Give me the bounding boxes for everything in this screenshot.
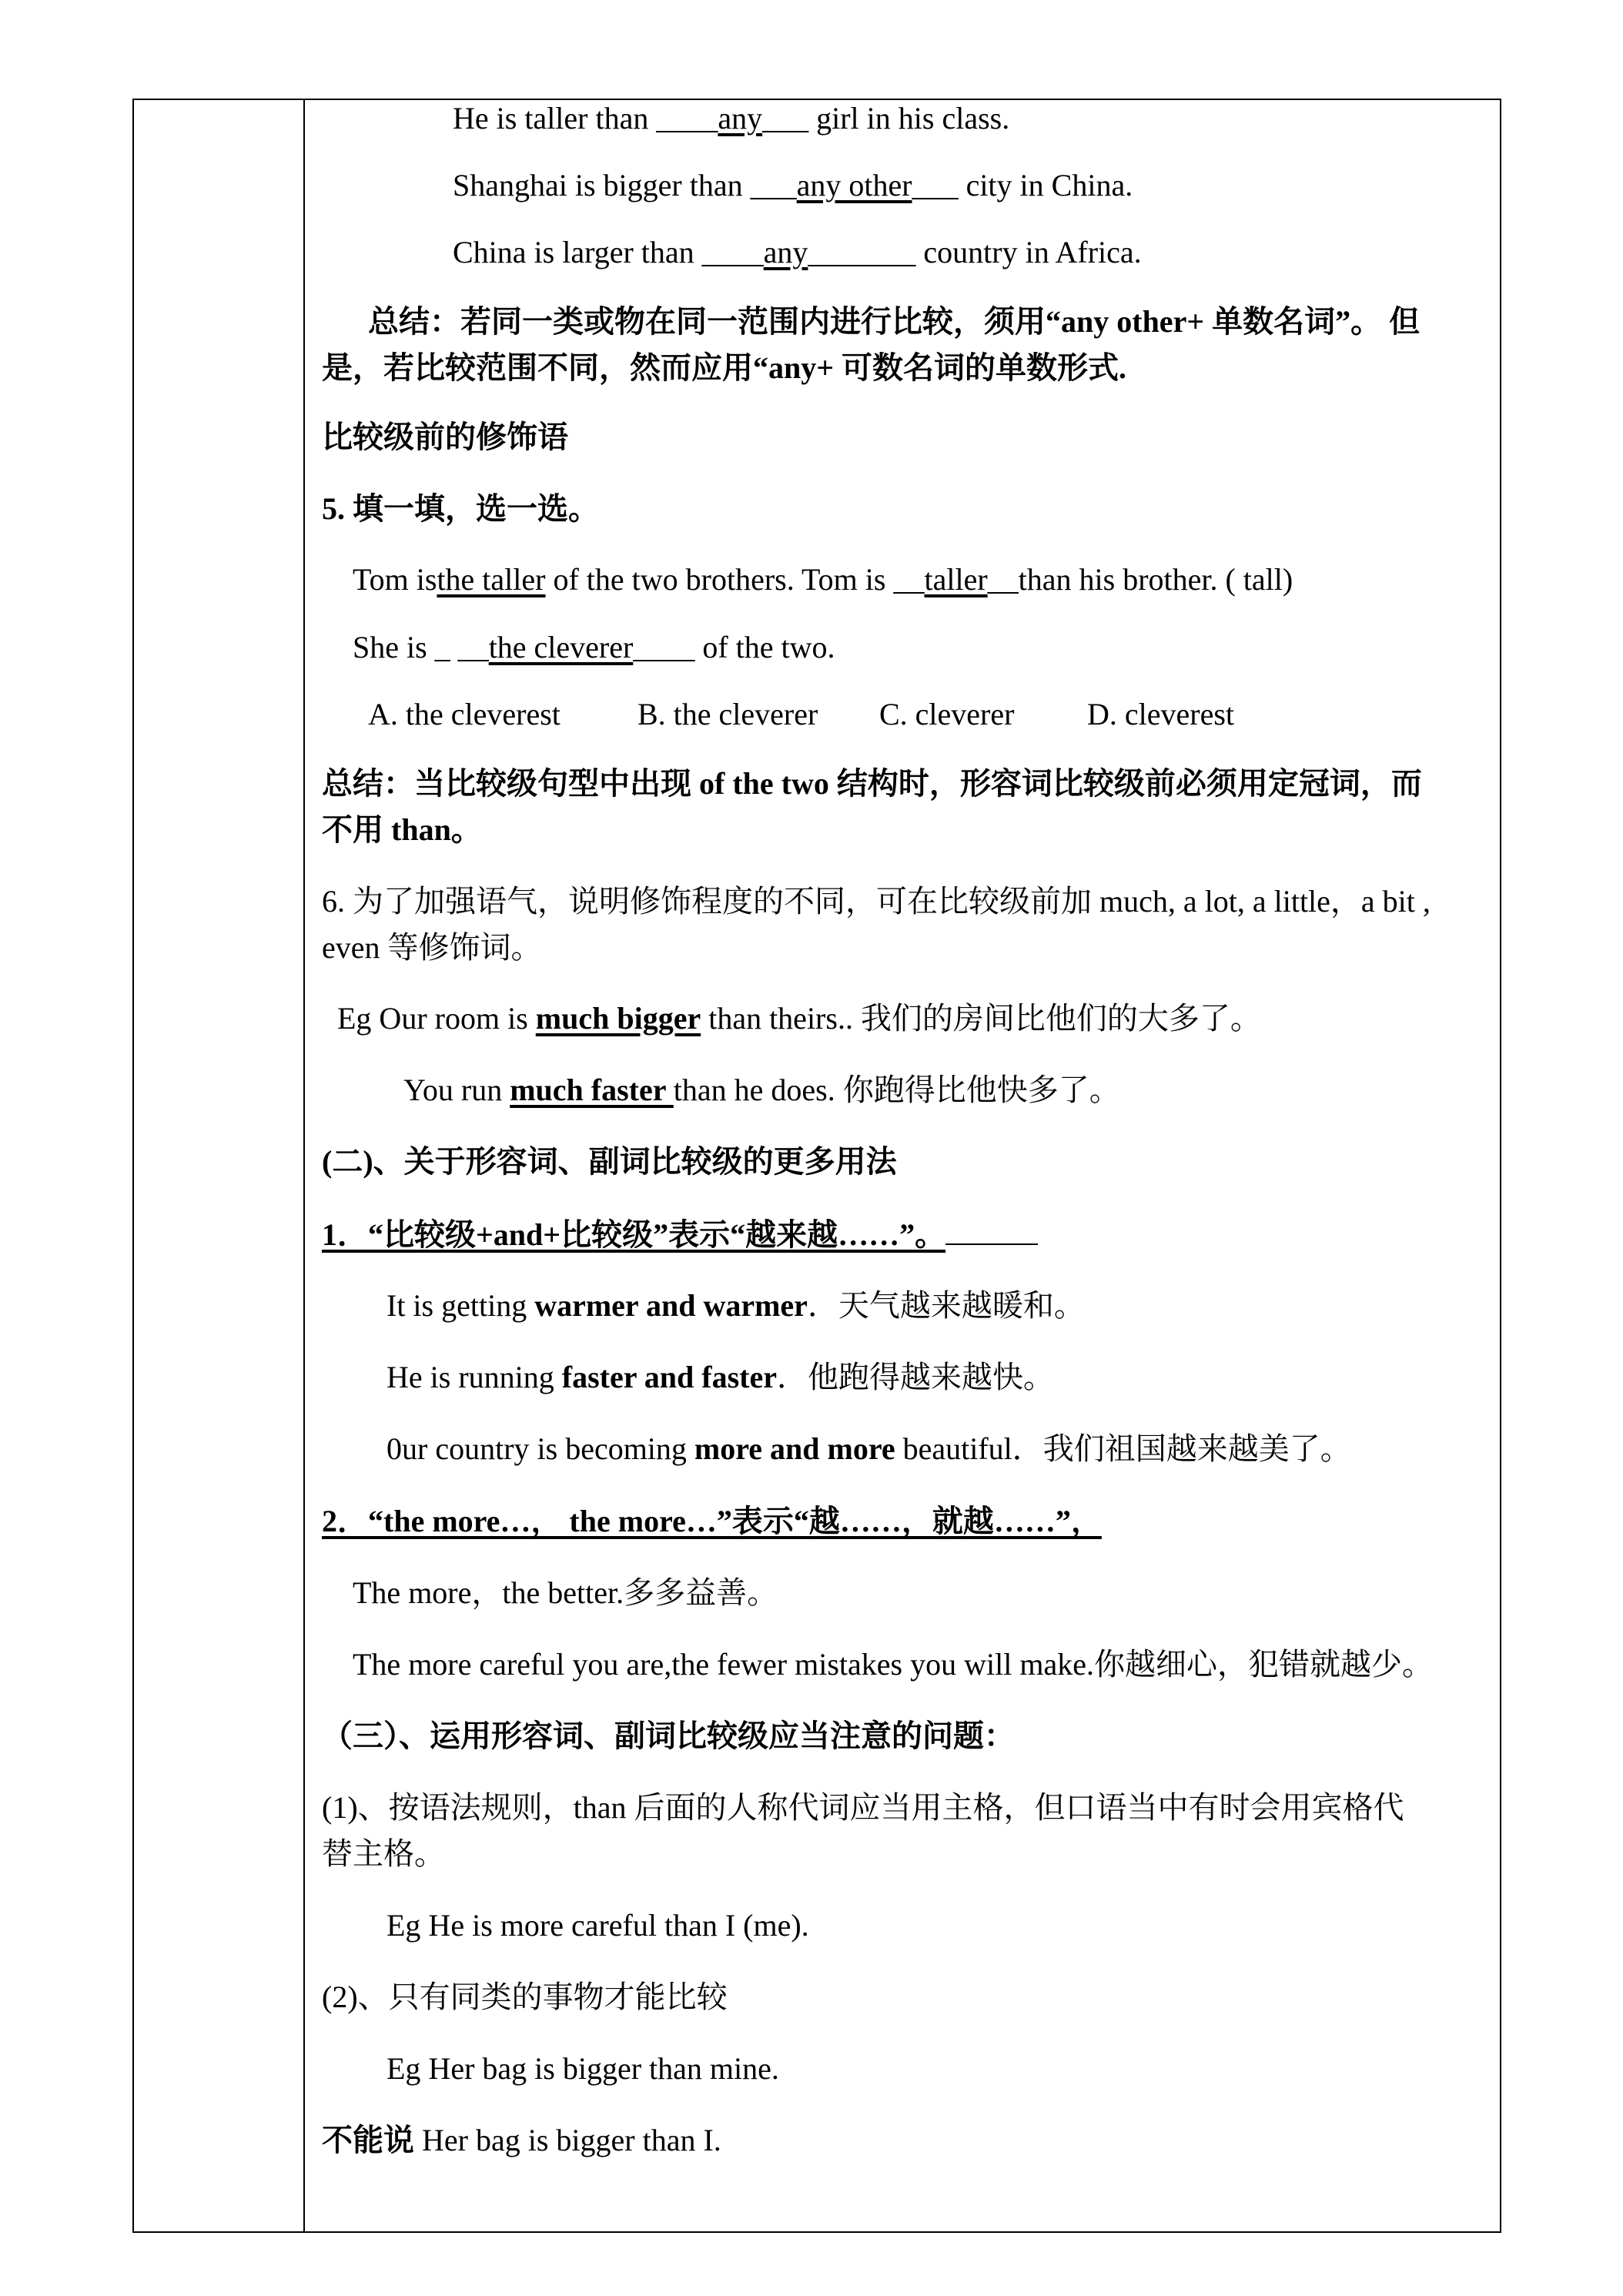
- text: You run: [403, 1073, 510, 1107]
- example-warmer: [387, 1286, 1085, 1326]
- text: than he does. 你跑得比他快多了。: [673, 1073, 1120, 1107]
- example-much-faster: [403, 1070, 1120, 1110]
- answer: any: [718, 101, 763, 136]
- answer: any: [763, 235, 808, 269]
- example-more-and-more: [387, 1429, 1351, 1469]
- rule-1-heading: [322, 1214, 1038, 1255]
- answer: taller: [924, 562, 988, 597]
- text: beautiful．我们祖国越来越美了。: [895, 1431, 1351, 1466]
- text: Her bag is bigger than I.: [414, 2123, 721, 2157]
- label: 不能说: [322, 2123, 414, 2157]
- emphasis: warmer and warmer: [534, 1288, 808, 1323]
- text: It is getting: [387, 1288, 535, 1323]
- exercise-line-2: [353, 628, 835, 668]
- summary2-line-1: 总结：当比较级句型中出现 of the two 结构时，形容词比较级前必须用定冠词，而: [322, 766, 1422, 801]
- option-b: B. the cleverer: [637, 697, 818, 731]
- exercise-heading-5: 5. 填一填，选一选。: [322, 491, 599, 526]
- section-heading-2: (二)、关于形容词、副词比较级的更多用法: [322, 1144, 897, 1179]
- point-6-line-1: 6. 为了加强语气，说明修饰程度的不同，可在比较级前加 much, a lot, a little，a bit ,: [322, 884, 1431, 919]
- example-more-careful: The more careful you are,the fewer mistakes you will make.你越细心，犯错就越少。: [353, 1647, 1433, 1682]
- text: __than his brother. ( tall): [987, 562, 1293, 597]
- note-2: (2)、只有同类的事物才能比较: [322, 1980, 728, 2014]
- emphasis: faster and faster: [561, 1360, 777, 1394]
- option-d: D. cleverest: [1087, 697, 1235, 731]
- text: ___ city in China.: [912, 168, 1133, 202]
- answer: any other: [796, 168, 912, 202]
- text: Shanghai is bigger than ___: [453, 168, 797, 202]
- text: than theirs.. 我们的房间比他们的大多了。: [701, 1001, 1261, 1036]
- note-1-example: Eg He is more careful than I (me).: [387, 1908, 809, 1943]
- example-line-3: [453, 233, 1142, 273]
- text: of the two brothers. Tom is __: [545, 562, 925, 597]
- text: ___ girl in his class.: [762, 101, 1010, 136]
- answer: the cleverer: [488, 630, 634, 664]
- text: He is taller than ____: [453, 101, 718, 136]
- section-heading-modifiers: 比较级前的修饰语: [322, 420, 568, 454]
- rule-text: 2．“the more…， the more…”表示“越……，就越……”，: [322, 1504, 1102, 1538]
- rule-text: 1．“比较级+and+比较级”表示“越来越……”。: [322, 1217, 946, 1252]
- emphasis: much bigger: [535, 1001, 701, 1036]
- answer: the taller: [437, 562, 546, 597]
- section-heading-3: （三）、运用形容词、副词比较级应当注意的问题：: [322, 1719, 1015, 1753]
- example-line-2: [453, 166, 1133, 206]
- text: He is running: [387, 1360, 562, 1394]
- text: She is _ __: [353, 630, 489, 664]
- text: 0ur country is becoming: [387, 1431, 694, 1466]
- text: ____ of the two.: [633, 630, 835, 664]
- exercise-line-1: [353, 560, 1293, 600]
- point-6-line-2: even 等修饰词。: [322, 930, 542, 965]
- option-a: A. the cleverest: [368, 697, 561, 731]
- summary-line-2: 是，若比较范围不同，然而应用“any+ 可数名词的单数形式.: [322, 350, 1127, 385]
- table-column-divider: [303, 99, 305, 2233]
- note-2-example: Eg Her bag is bigger than mine.: [387, 2051, 779, 2086]
- example-the-more-better: The more，the better.多多益善。: [353, 1575, 778, 1610]
- text: ．天气越来越暖和。: [807, 1288, 1085, 1323]
- rule-2-heading: [322, 1501, 1102, 1541]
- text: ．他跑得越来越快。: [776, 1360, 1054, 1394]
- text: _______ country in Africa.: [808, 235, 1142, 269]
- text: Tom is: [353, 562, 437, 597]
- text: Eg Our room is: [337, 1001, 536, 1036]
- note-2-counterexample: [322, 2120, 721, 2160]
- note-1-line-1: (1)、按语法规则，than 后面的人称代词应当用主格，但口语当中有时会用宾格代: [322, 1790, 1404, 1825]
- example-much-bigger: [337, 999, 1261, 1039]
- summary2-line-2: 不用 than。: [322, 812, 482, 847]
- note-1-line-2: 替主格。: [322, 1836, 445, 1871]
- example-faster: [387, 1357, 1054, 1397]
- text: China is larger than ____: [453, 235, 764, 269]
- example-line-1: [453, 99, 1009, 139]
- option-c: C. cleverer: [879, 697, 1015, 731]
- trailing-underline: [945, 1214, 1038, 1245]
- emphasis: more and more: [694, 1431, 895, 1466]
- emphasis: much faster: [510, 1073, 674, 1107]
- summary-line-1: 总结：若同一类或物在同一范围内进行比较，须用“any other+ 单数名词”。 但: [368, 304, 1421, 339]
